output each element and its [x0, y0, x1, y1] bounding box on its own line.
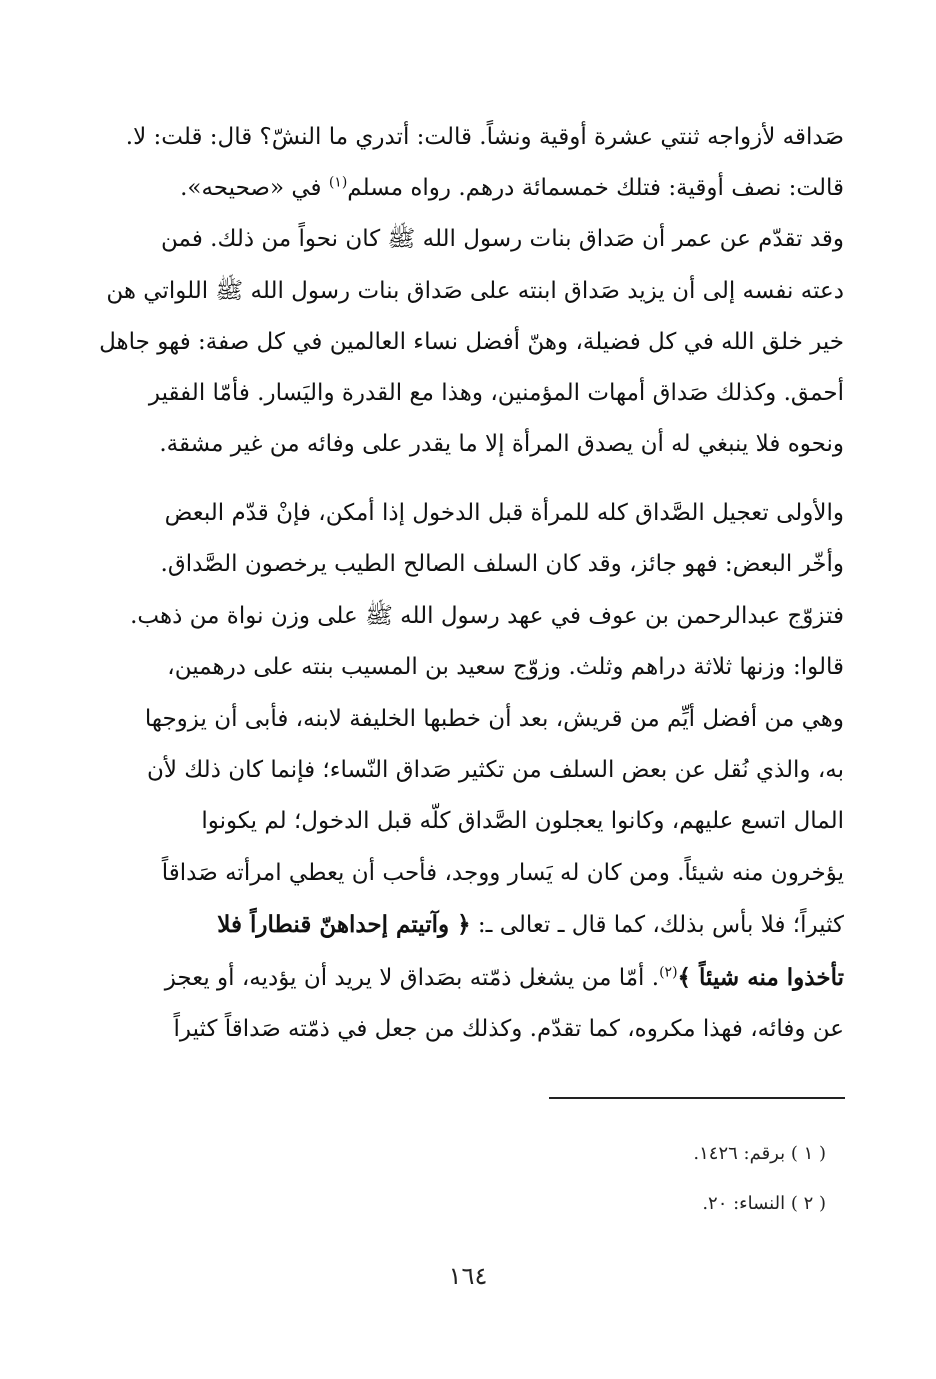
paragraph-2-line-10-tail: . أمّا من يشغل ذمّته بصَداق لا يريد أن يؤديه، أو يعجز [164, 964, 660, 991]
paragraph-2 [84, 488, 844, 1055]
footnote-separator [549, 1097, 845, 1099]
paragraph-2-line-7: المال اتسع عليهم، وكانوا يعجلون الصَّداق كلّه قبل الدخول؛ لم يكونوا [201, 808, 844, 835]
paragraph-1-line-4: دعته نفسه إلى أن يزيد صَداق ابنته على صَداق بنات رسول الله ﷺ اللواتي هن [106, 277, 844, 304]
paragraph-1-line-6: أحمق. وكذلك صَداق أمهات المؤمنين، وهذا مع القدرة واليَسار. فأمّا الفقير [148, 380, 844, 407]
quran-verse-part-2: تأخذوا منه شيئاً ﴾ [677, 963, 844, 991]
paragraph-1-line-2-text: قالت: نصف أوقية: فتلك خمسمائة درهم. رواه مسلم [347, 175, 844, 202]
paragraph-1-line-7: ونحوه فلا ينبغي له أن يصدق المرأة إلا ما يقدر على وفائه من غير مشقة. [159, 431, 844, 458]
paragraph-1 [84, 112, 844, 470]
paragraph-2-line-8: يؤخرون منه شيئاً. ومن كان له يَسار ووجد، فأحب أن يعطي امرأته صَداقاً [161, 859, 844, 886]
paragraph-2-line-9-text: كثيراً؛ فلا بأس بذلك، كما قال ـ تعالى ـ: [470, 912, 844, 939]
paragraph-1-line-3: وقد تقدّم عن عمر أن صَداق بنات رسول الله ﷺ كان نحواً من ذلك. فمن [161, 226, 844, 253]
paragraph-2-line-10 [84, 952, 844, 1004]
paragraph-2-line-5: وهي من أفضل أيِّم من قريش، بعد أن خطبها الخليفة لابنه، فأبى أن يزوجها [144, 705, 844, 732]
page-number: ١٦٤ [448, 1262, 488, 1290]
paragraph-2-line-4: قالوا: وزنها ثلاثة دراهم وثلث. وزوّج سعيد بن المسيب بنته على درهمين، [167, 654, 844, 681]
footnotes [520, 1129, 826, 1229]
paragraph-1-line-1: صَداقه لأزواجه ثنتي عشرة أوقية ونشاً. قالت: أتدري ما النشّ؟ قال: قلت: لا. [125, 124, 844, 150]
paragraph-2-line-6: به، والذي نُقل عن بعض السلف من تكثير صَداق النّساء؛ فإنما كان ذلك لأن [146, 757, 844, 784]
footnote-ref-1: (١) [328, 174, 348, 191]
paragraph-1-line-2 [84, 163, 844, 214]
paragraph-1-line-5: خير خلق الله في كل فضيلة، وهنّ أفضل نساء العالمين في كل صفة: فهو جاهل [99, 328, 844, 355]
paragraph-2-line-1: والأولى تعجيل الصَّداق كله للمرأة قبل الدخول إذا أمكن، فإنْ قدّم البعض [164, 500, 844, 526]
footnote-2: ( ٢ ) النساء: ٢٠. [702, 1193, 826, 1214]
paragraph-1-line-2-tail: في «صحيحه». [180, 175, 329, 202]
paragraph-2-line-11: عن وفائه، فهذا مكروه، كما تقدّم. وكذلك من جعل في ذمّته صَداقاً كثيراً [173, 1016, 844, 1043]
paragraph-2-line-2: وأخّر البعض: فهو جائز، وقد كان السلف الصالح الطيب يرخصون الصَّداق. [160, 551, 844, 578]
footnote-ref-2: (٢) [659, 964, 678, 980]
paragraph-2-line-3: فتزوّج عبدالرحمن بن عوف في عهد رسول الله ﷺ على وزن نواة من ذهب. [130, 602, 844, 629]
quran-verse-part-1: ﴿ وآتيتم إحداهنّ قنطاراً فلا [217, 911, 471, 939]
paragraph-2-line-9 [84, 899, 844, 951]
footnote-1: ( ١ ) برقم: ١٤٢٦. [693, 1143, 826, 1164]
